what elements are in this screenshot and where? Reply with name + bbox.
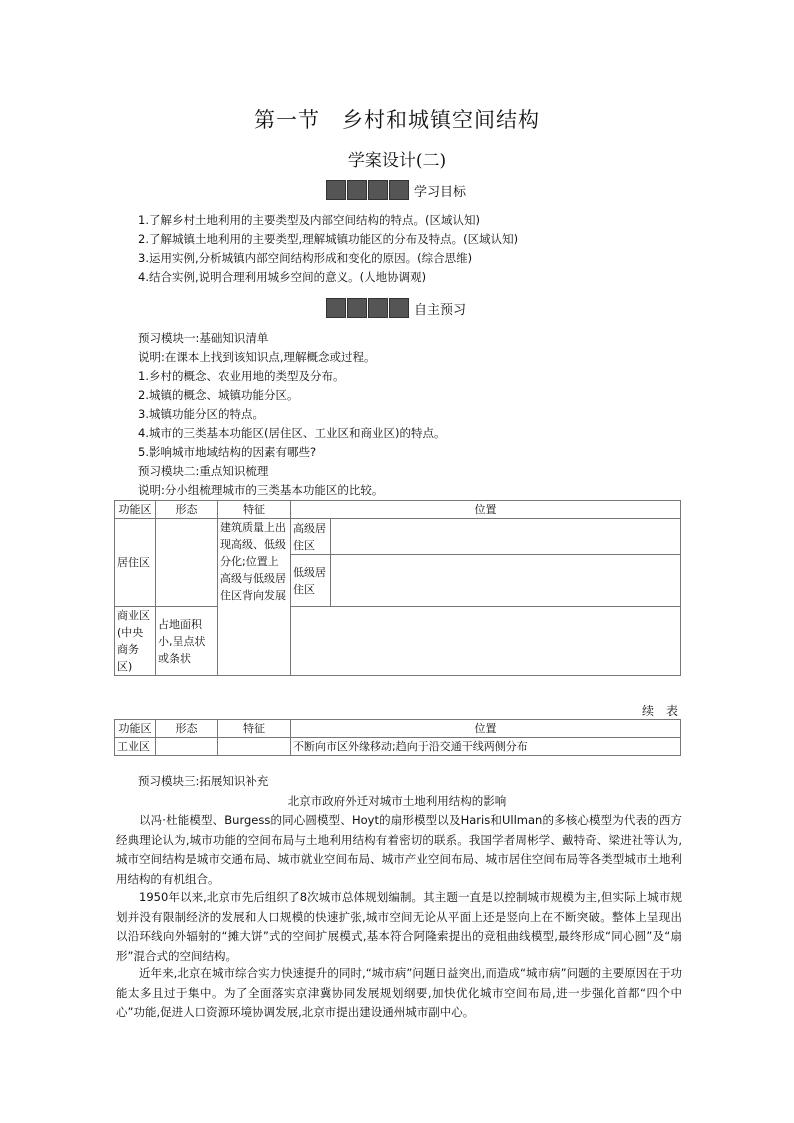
table-header: 位置 xyxy=(291,501,681,519)
goal-item: 3.运用实例,分析城镇内部空间结构形成和变化的原因。(综合思维) xyxy=(138,251,473,265)
zone-commercial: 商业区(中央商务区) xyxy=(115,607,156,676)
article-title: 北京市政府外迁对城市土地利用结构的影响 xyxy=(287,794,507,808)
residential-low: 低级居住区 xyxy=(291,555,331,607)
table-header: 形态 xyxy=(156,501,218,519)
table-header: 特征 xyxy=(218,501,291,519)
banner-block-icon xyxy=(368,180,388,200)
banner-block-icon xyxy=(389,298,409,318)
article-paragraph: 1950年以来,北京市先后组织了8次城市总体规划编制。其主题一直是以控制城市规模为主,但实际上城市规划并没有限制经济的发展和人口规模的快速扩张,城市空间无论从平面上还是竖向上在不断突破。整体上呈现出以沿环线向外辐射的“摊大饼”式的空间扩展模式,基本符合阿隆索提出的竞租曲线模型,最终形成“同心圆”及“扇形”混合式的空间结构。 xyxy=(116,890,682,963)
section-title-goals: 学习目标 xyxy=(414,184,467,200)
module2-note: 说明:分小组梳理城市的三类基本功能区的比较。 xyxy=(138,483,384,497)
module1-note: 说明:在课本上找到该知识点,理解概念或过程。 xyxy=(138,350,376,364)
banner-block-icon xyxy=(326,298,346,318)
banner-block-icon xyxy=(368,298,388,318)
module1-item: 3.城镇功能分区的特点。 xyxy=(138,407,264,421)
table-cell-empty xyxy=(331,555,681,607)
commercial-form: 占地面积小,呈点状或条状 xyxy=(156,607,218,676)
zone-residential: 居住区 xyxy=(115,519,156,607)
module1-item: 5.影响城市地域结构的因素有哪些? xyxy=(138,445,317,459)
goal-item: 1.了解乡村土地利用的主要类型及内部空间结构的特点。(区域认知) xyxy=(138,213,480,227)
article-paragraph: 以冯·杜能模型、Burgess的同心圆模型、Hoyt的扇形模型以及Haris和Ullman的多核心模型为代表的西方经典理论认为,城市功能的空间布局与土地利用结构有着密切的联系。我国学者周彬学、戴特奇、梁进社等认为,城市空间结构是城市交通布局、城市就业空间布局、城市产业空间布局、城市居住空间布局等各类型城市土地利用结构的有机组合。 xyxy=(116,813,682,886)
continued-table-label: 续 表 xyxy=(642,704,679,718)
table-header: 功能区 xyxy=(115,501,156,519)
table-header: 特征 xyxy=(218,720,291,738)
banner-block-icon xyxy=(389,180,409,200)
banner-block-icon xyxy=(347,180,367,200)
goal-item: 2.了解城镇土地利用的主要类型,理解城镇功能区的分布及特点。(区域认知) xyxy=(138,232,519,246)
table-header: 形态 xyxy=(156,720,218,738)
table-header: 位置 xyxy=(291,720,681,738)
module1-item: 1.乡村的概念、农业用地的类型及分布。 xyxy=(138,369,345,383)
residential-feature: 建筑质量上出现高级、低级分化;位置上高级与低级居住区背向发展 xyxy=(218,519,291,676)
module2-title: 预习模块二:重点知识梳理 xyxy=(138,464,269,478)
banner-block-icon xyxy=(326,180,346,200)
function-zone-table xyxy=(114,500,681,676)
page-subtitle: 学案设计(二) xyxy=(347,151,447,171)
function-zone-table-continued xyxy=(114,719,681,756)
goal-item: 4.结合实例,说明合理利用城乡空间的意义。(人地协调观) xyxy=(138,270,427,284)
zone-industrial: 工业区 xyxy=(115,738,156,756)
section-banner-goals xyxy=(326,180,466,200)
section-title-preview: 自主预习 xyxy=(414,302,467,318)
table-cell-empty xyxy=(156,738,218,756)
industrial-position: 不断向市区外缘移动;趋向于沿交通干线两侧分布 xyxy=(291,738,681,756)
module1-item: 4.城市的三类基本功能区(居住区、工业区和商业区)的特点。 xyxy=(138,426,446,440)
banner-block-icon xyxy=(347,298,367,318)
table-cell-empty xyxy=(331,519,681,555)
module3-title: 预习模块三:拓展知识补充 xyxy=(138,774,269,788)
table-header: 功能区 xyxy=(115,720,156,738)
section-banner-preview xyxy=(326,298,466,318)
table-cell-empty xyxy=(291,607,681,676)
table-cell-empty xyxy=(156,519,218,607)
article-paragraph: 近年来,北京在城市综合实力快速提升的同时,“城市病”问题日益突出,而造成“城市病”问题的主要原因在于功能太多且过于集中。为了全面落实京津冀协同发展规划纲要,加快优化城市空间布局,进一步强化首都“四个中心”功能,促进人口资源环境协调发展,北京市提出建设通州城市副中心。 xyxy=(116,966,682,1019)
residential-high: 高级居住区 xyxy=(291,519,331,555)
page-title: 第一节 乡村和城镇空间结构 xyxy=(254,108,540,132)
table-cell-empty xyxy=(218,738,291,756)
module1-item: 2.城镇的概念、城镇功能分区。 xyxy=(138,388,299,402)
module1-title: 预习模块一:基础知识清单 xyxy=(138,331,269,345)
